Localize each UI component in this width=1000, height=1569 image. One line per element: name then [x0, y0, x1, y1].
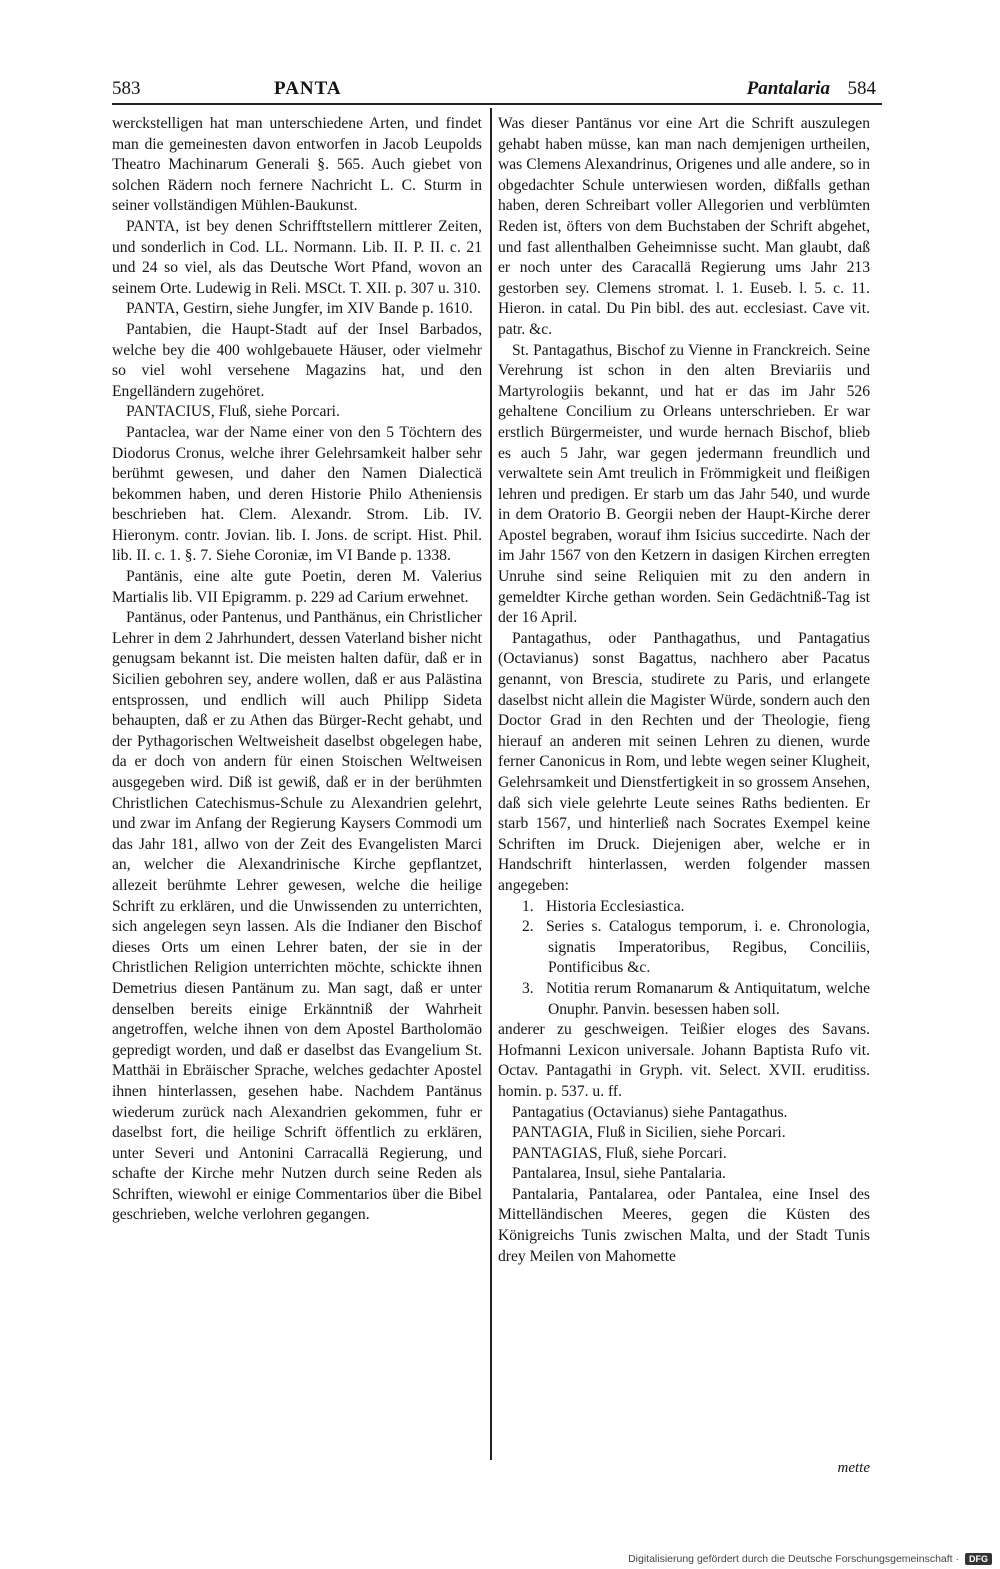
left-column: [112, 114, 482, 1226]
entry-paragraph: Was dieser Pantänus vor eine Art die Schrift auszulegen gehabt haben müsse, kan man nach demjenigen urtheilen, was Clemens Alexandrinus, Origenes und alle andere, so in obgedachter Schule unterwiesen worden, dißfalls gethan haben, deren Schreibart voller Allegorien und verblümten Reden ist, öfters von dem Buchstaben der Schrift abgehet, und fast allenthalben Geheimnisse sucht. Man glaubt, daß er noch unter des Caracallä Regierung ums Jahr 213 gestorben sey. Clemens stromat. l. 1. Euseb. l. 5. c. 11. Hieron. in catal. Du Pin bibl. des aut. ecclesiast. Cave vit. patr. &c.: [498, 115, 870, 338]
entry-paragraph: Pantalaria, Pantalarea, oder Pantalea, eine Insel des Mittelländischen Meeres, gegen die Küsten des Königreichs Tunis zwischen Malta, und der Stadt Tunis drey Meilen von Mahomette: [498, 1185, 870, 1265]
list-item: [522, 917, 870, 979]
entry-paragraph: werckstelligen hat man unterschiedene Arten, und findet man die gemeinesten davon entworfen in Jacob Leupolds Theatro Machinarum Generali §. 565. Auch giebet von solchen Rädern noch fernere Nachricht L. C. Sturm in seiner vollständigen Mühlen-Baukunst.: [112, 115, 482, 215]
entry-paragraph: Pantalarea, Insul, siehe Pantalaria.: [512, 1165, 726, 1183]
entry-paragraph: Pantagathus, oder Panthagathus, und Pantagatius (Octavianus) sonst Bagattus, nachhero aber Pacatus genannt, von Brescia, studirete zu Paris, und erlangete daselbst nicht allein die Magister Würde, sondern auch den Doctor Grad in den Rechten und der Theologie, fieng hierauf an anderen mit seinen Lehren zu dienen, wurde ferner Canonicus in Rom, und lebte wegen seiner Klugheit, Gelehrsamkeit und Dienstfertigkeit in so grossem Ansehen, daß sich viele gelehrte Leute seines Raths bedienten. Er starb 1567, und hinterließ nach Socrates Exempel keine Schriften im Druck. Diejenigen aber, welche er in Handschrift hinterlassen, werden folgender massen angegeben:: [498, 629, 870, 894]
list-text: Historia Ecclesiastica.: [546, 897, 685, 915]
entry-paragraph: St. Pantagathus, Bischof zu Vienne in Franckreich. Seine Verehrung ist schon in den alten Breviariis und Martyrologiis bekannt, und hat er das im Jahr 526 gehaltene Concilium zu Orleans unterschrieben. Er war erstlich Bürgermeister, und wurde hernach Bischof, blieb es auch 5 Jahr, war gegen jedermann freundlich und verwaltete sein Amt treulich in Frömmigkeit und fleißigen lehren und predigen. Er starb um das Jahr 540, und wurde in dem Oratorio B. Georgii neben der Haupt-Kirche derer Apostel begraben, worauf ihm Isicius succedirte. Nach der im Jahr 1567 von den Ketzern in dasigen Kirchen erregten Unruhe sind seine Reliquien mit zu den andern in gemeldter Kirche gethan worden. Sein Gedächtniß-Tag ist der 16 April.: [498, 341, 870, 627]
entry-paragraph: PANTAGIA, Fluß in Sicilien, siehe Porcari.: [512, 1124, 786, 1142]
list-text: Series s. Catalogus temporum, i. e. Chronologia, signatis Imperatoribus, Regibus, Conciliis, Pontificibus &c.: [546, 918, 870, 977]
dfg-logo: DFG: [965, 1553, 992, 1565]
list-number: 1.: [522, 897, 534, 915]
page-number-right: 584: [847, 78, 876, 99]
list-item: [522, 897, 870, 918]
entry-paragraph: Pantagatius (Octavianus) siehe Pantagathus.: [512, 1103, 788, 1121]
list-item: [522, 979, 870, 1020]
entry-paragraph: Pantänus, oder Pantenus, und Panthänus, ein Christlicher Lehrer in dem 2 Jahrhundert, dessen Vaterland bisher nicht genugsam bekannt ist. Die meisten halten dafür, daß er in Sicilien gebohren sey, andere wollen, daß er aus Palästina entsprossen, und endlich will auch Philipp Sideta behaupten, daß er zu Athen das Bürger-Recht gehabt, und der Pythagorischen Weltweisheit daselbst obgelegen habe, da er doch von andern für einen Stoischen Weltweisen ausgegeben wird. Diß ist gewiß, daß er in der berühmten Christlichen Catechismus-Schule zu Alexandrien gelehrt, und zwar im Anfang der Regierung Kaysers Commodi um das Jahr 181, allwo von der Zeit des Evangelisten Marci an, welcher die Alexandrinische Kirche gepflantzet, allezeit berühmte Lehrer gewesen, welche die heilige Schrift zu erklären, und die Unwissenden zu unterrichten, sich angelegen seyn lassen. Als die Indianer den Bischof dieses Orts um einen Lehrer baten, der sie in der Christlichen Religion unterrichten möchte, schickte ihnen Demetrius diesen Pantänum zu. Man sagt, daß er unter denselben bereits einige Erkänntniß der Wahrheit angetroffen, welche ihnen von dem Apostel Bartholomäo gepredigt worden, und daß er daselbst das Evangelium St. Matthäi in Ebräischer Sprache, welches gedachter Apostel ihnen hinterlassen, gesehen habe. Nachdem Pantänus wiederum zurück nach Alexandrien gekommen, fuhr er daselbst fort, die heilige Schrift öffentlich zu erklären, unter Severi und Antonini Carracallä Regierung, und schafte der Kirche mehr Nutzen durch seine Reden als Schriften, wiewohl er einige Commentarios über die Bibel geschrieben, welche verlohren gegangen.: [112, 609, 482, 1224]
right-column: [498, 114, 870, 1267]
page-number-left: 583: [112, 78, 141, 99]
entry-paragraph: anderer zu geschweigen. Teißier eloges des Savans. Hofmanni Lexicon universale. Johann Baptista Rufo vit. Octav. Pantagathi in Gryph. vit. Select. XVII. eruditiss. homin. p. 537. u. ff.: [498, 1021, 870, 1100]
works-list: [498, 897, 870, 1021]
list-text: Notitia rerum Romanarum & Antiquitatum, welche Onuphr. Panvin. besessen haben soll.: [546, 979, 870, 1018]
catchword: mette: [837, 1460, 870, 1476]
entry-paragraph: Pantaclea, war der Name einer von den 5 Töchtern des Diodorus Cronus, welche ihrer Gelehrsamkeit halber sehr berühmt gewesen, und daher den Namen Dialecticä bekommen haben, und deren Historie Philo Atheniensis beschrieben hat. Clem. Alexandr. Strom. Lib. IV. Hieronym. contr. Jovian. lib. I. Jons. de script. Hist. Phil. lib. II. c. 1. §. 7. Siehe Coroniæ, im VI Bande p. 1338.: [112, 423, 482, 565]
footer-text: Digitalisierung gefördert durch die Deutsche Forschungsgemeinschaft ·: [628, 1553, 959, 1565]
digitization-footer: [628, 1553, 992, 1565]
page-header: [112, 78, 876, 104]
entry-paragraph: PANTAGIAS, Fluß, siehe Porcari.: [512, 1144, 727, 1162]
entry-paragraph: Pantänis, eine alte gute Poetin, deren M. Valerius Martialis lib. VII Epigramm. p. 229 ad Carium erwehnet.: [112, 568, 482, 606]
entry-paragraph: PANTACIUS, Fluß, siehe Porcari.: [126, 403, 340, 421]
running-head-left: PANTA: [274, 78, 342, 99]
entry-paragraph: PANTA, Gestirn, siehe Jungfer, im XIV Bande p. 1610.: [126, 300, 473, 318]
list-number: 3.: [522, 979, 534, 997]
header-rule: [112, 103, 882, 105]
running-head-right: Pantalaria: [746, 78, 830, 99]
entry-paragraph: PANTA, ist bey denen Schrifftstellern mittlerer Zeiten, und sonderlich in Cod. LL. Normann. Lib. II. P. II. c. 21 und 24 so viel, als das Deutsche Wort Pfand, wovon an seinem Orte. Ludewig in Reli. MSCt. T. XII. p. 307 u. 310.: [112, 217, 482, 297]
entry-paragraph: Pantabien, die Haupt-Stadt auf der Insel Barbados, welche bey die 400 wohlgebauete Häuser, oder vielmehr so viel wohl versehene Magazins hat, und den Engelländern zugehöret.: [112, 320, 482, 400]
column-divider: [490, 108, 492, 1460]
list-number: 2.: [522, 918, 534, 936]
